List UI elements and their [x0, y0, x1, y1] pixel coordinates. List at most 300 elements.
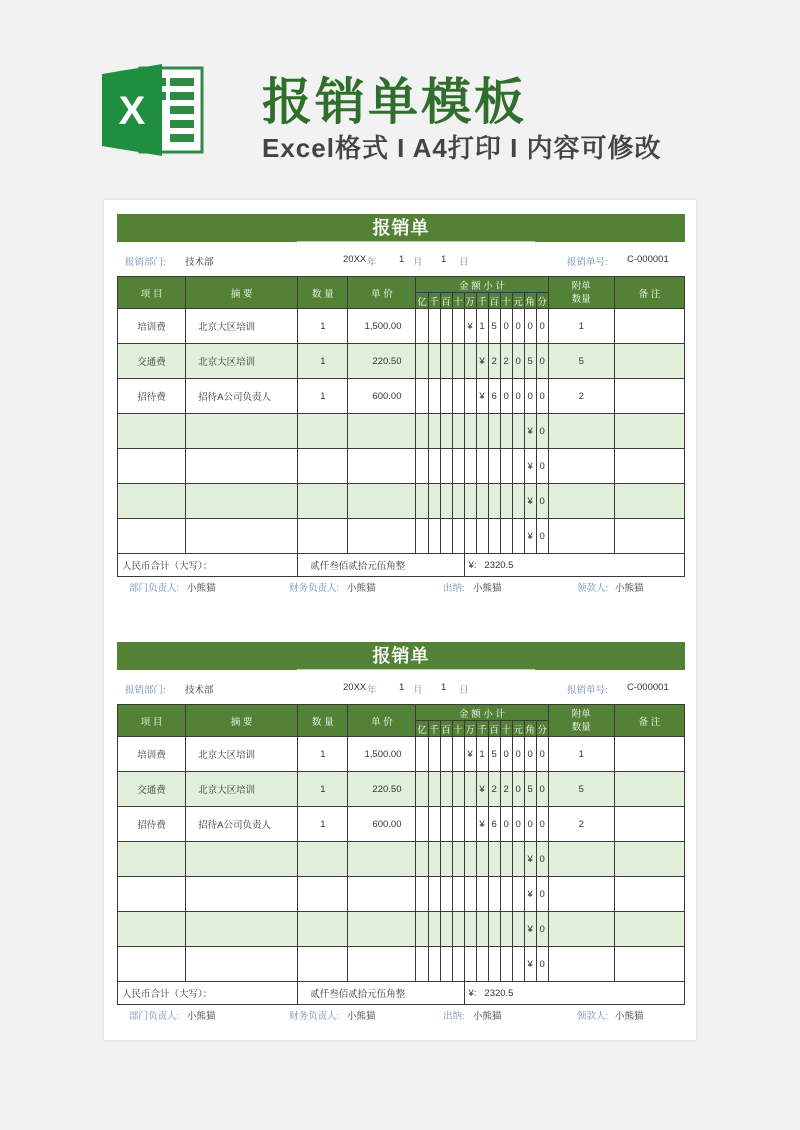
cell-digit[interactable]: 5: [524, 772, 536, 807]
cell-digit[interactable]: 1: [476, 309, 488, 344]
total-label: 人民币合计（大写）：: [118, 982, 298, 1005]
cell-digit[interactable]: [452, 414, 464, 449]
cell-digit[interactable]: [416, 772, 428, 807]
cell-digit[interactable]: [476, 912, 488, 947]
cell-summary[interactable]: 北京大区培训: [186, 309, 298, 344]
cell-digit[interactable]: 2: [500, 772, 512, 807]
cell-summary[interactable]: 北京大区培训: [186, 344, 298, 379]
year-label: 年: [367, 685, 377, 696]
cell-note[interactable]: [614, 842, 684, 877]
cell-digit[interactable]: [428, 807, 440, 842]
cell-digit[interactable]: [464, 414, 476, 449]
cell-digit[interactable]: [476, 449, 488, 484]
cell-digit[interactable]: [440, 449, 452, 484]
cell-digit[interactable]: [440, 737, 452, 772]
cell-qty[interactable]: 1: [298, 309, 348, 344]
cell-digit[interactable]: [428, 737, 440, 772]
cell-digit[interactable]: [428, 414, 440, 449]
cell-item[interactable]: [118, 519, 186, 554]
day-value[interactable]: 1: [441, 254, 447, 265]
cell-digit[interactable]: [416, 912, 428, 947]
cell-digit[interactable]: [428, 772, 440, 807]
cell-digit[interactable]: [452, 947, 464, 982]
cell-price[interactable]: 1,500.00: [348, 737, 416, 772]
cell-digit[interactable]: [464, 807, 476, 842]
total-row: [118, 982, 685, 1005]
cell-note[interactable]: [614, 912, 684, 947]
cell-digit[interactable]: [416, 842, 428, 877]
cell-digit[interactable]: [512, 912, 524, 947]
cell-digit[interactable]: [416, 877, 428, 912]
cell-digit[interactable]: [488, 414, 500, 449]
cell-summary[interactable]: [186, 842, 298, 877]
cell-digit[interactable]: [500, 842, 512, 877]
table-row: [118, 484, 685, 519]
page-subtitle: Excel格式 I A4打印 I 内容可修改: [262, 133, 662, 163]
cell-note[interactable]: [614, 947, 684, 982]
cell-digit[interactable]: [452, 484, 464, 519]
cell-digit[interactable]: 0: [512, 737, 524, 772]
cell-digit[interactable]: [488, 912, 500, 947]
cell-digit[interactable]: ¥: [476, 344, 488, 379]
cashier-label: 出纳:: [443, 1011, 465, 1022]
col-header-qty: 数 量: [298, 705, 348, 737]
cell-digit[interactable]: [512, 842, 524, 877]
cell-digit[interactable]: [416, 449, 428, 484]
cell-digit[interactable]: [452, 842, 464, 877]
cell-digit[interactable]: 0: [536, 877, 548, 912]
cell-summary[interactable]: [186, 877, 298, 912]
day-label: 日: [459, 257, 469, 268]
cell-attach[interactable]: [548, 484, 614, 519]
cell-digit[interactable]: 0: [536, 912, 548, 947]
digit-header: 百: [488, 293, 500, 309]
cell-digit[interactable]: 0: [500, 379, 512, 414]
digit-header: 千: [476, 721, 488, 737]
cell-qty[interactable]: 1: [298, 379, 348, 414]
cell-digit[interactable]: [428, 519, 440, 554]
cell-digit[interactable]: [452, 379, 464, 414]
cell-digit[interactable]: [440, 519, 452, 554]
cell-attach[interactable]: [548, 519, 614, 554]
cell-digit[interactable]: [416, 484, 428, 519]
cell-digit[interactable]: [428, 912, 440, 947]
cell-digit[interactable]: ¥: [476, 772, 488, 807]
cell-digit[interactable]: 0: [500, 807, 512, 842]
cell-item[interactable]: 培训费: [118, 309, 186, 344]
col-header-item: 项 目: [118, 277, 186, 309]
col-header-attach: 附单 数量: [548, 705, 614, 737]
cell-digit[interactable]: [488, 842, 500, 877]
cell-digit[interactable]: 0: [536, 414, 548, 449]
finance-label: 财务负责人:: [289, 583, 340, 594]
table-row: [118, 737, 685, 772]
cell-digit[interactable]: 0: [524, 807, 536, 842]
cell-digit[interactable]: 0: [512, 379, 524, 414]
cell-digit[interactable]: 5: [488, 309, 500, 344]
cell-digit[interactable]: [440, 807, 452, 842]
cell-digit[interactable]: 0: [524, 379, 536, 414]
cell-attach[interactable]: [548, 877, 614, 912]
cell-digit[interactable]: [452, 772, 464, 807]
table-row: [118, 449, 685, 484]
cell-digit[interactable]: [440, 877, 452, 912]
cell-digit[interactable]: [476, 414, 488, 449]
cell-note[interactable]: [614, 309, 684, 344]
receiver-value[interactable]: 小熊猫: [615, 583, 644, 594]
cell-digit[interactable]: [464, 484, 476, 519]
cell-digit[interactable]: 2: [488, 344, 500, 379]
cashier-value[interactable]: 小熊猫: [473, 1011, 502, 1022]
col-header-amount: 金 额 小 计: [416, 277, 548, 293]
finance-label: 财务负责人:: [289, 1011, 340, 1022]
cell-digit[interactable]: ¥: [524, 449, 536, 484]
cell-digit[interactable]: [440, 947, 452, 982]
dept-label: 报销部门:: [125, 685, 166, 696]
cell-qty[interactable]: 1: [298, 344, 348, 379]
digit-header: 万: [464, 721, 476, 737]
cell-item[interactable]: 招待费: [118, 807, 186, 842]
cell-attach[interactable]: 5: [548, 772, 614, 807]
cell-digit[interactable]: [440, 912, 452, 947]
cell-digit[interactable]: [512, 519, 524, 554]
cell-digit[interactable]: 0: [536, 807, 548, 842]
cell-digit[interactable]: [440, 842, 452, 877]
day-value[interactable]: 1: [441, 682, 447, 693]
cell-digit[interactable]: [500, 912, 512, 947]
cell-digit[interactable]: [488, 449, 500, 484]
cell-digit[interactable]: [416, 309, 428, 344]
dept-value[interactable]: 技术部: [185, 685, 214, 696]
cell-digit[interactable]: [512, 414, 524, 449]
cell-digit[interactable]: ¥: [524, 414, 536, 449]
cell-qty[interactable]: [298, 484, 348, 519]
cell-digit[interactable]: [428, 449, 440, 484]
cell-digit[interactable]: [452, 737, 464, 772]
cell-digit[interactable]: 0: [512, 344, 524, 379]
col-header-item: 项 目: [118, 705, 186, 737]
digit-header: 百: [440, 721, 452, 737]
cell-attach[interactable]: [548, 912, 614, 947]
cell-summary[interactable]: [186, 947, 298, 982]
cell-note[interactable]: [614, 414, 684, 449]
month-value[interactable]: 1: [399, 682, 405, 693]
cell-item[interactable]: [118, 947, 186, 982]
cell-digit[interactable]: ¥: [524, 947, 536, 982]
cell-digit[interactable]: [452, 344, 464, 379]
cell-digit[interactable]: ¥: [524, 519, 536, 554]
cell-price[interactable]: [348, 842, 416, 877]
cell-note[interactable]: [614, 807, 684, 842]
digit-header: 十: [500, 293, 512, 309]
form-meta: [117, 250, 685, 270]
cell-digit[interactable]: 6: [488, 379, 500, 414]
cell-digit[interactable]: 5: [524, 344, 536, 379]
cell-digit[interactable]: [428, 877, 440, 912]
cell-digit[interactable]: [512, 449, 524, 484]
dept-head-value[interactable]: 小熊猫: [187, 583, 216, 594]
cell-digit[interactable]: [416, 519, 428, 554]
cell-note[interactable]: [614, 877, 684, 912]
cell-digit[interactable]: 0: [512, 807, 524, 842]
cell-digit[interactable]: [416, 414, 428, 449]
month-label: 月: [413, 257, 423, 268]
total-words[interactable]: 贰仟叁佰贰拾元伍角整: [298, 554, 464, 577]
cell-digit[interactable]: [464, 519, 476, 554]
cell-digit[interactable]: 0: [536, 842, 548, 877]
cell-digit[interactable]: [488, 877, 500, 912]
cell-note[interactable]: [614, 344, 684, 379]
cell-digit[interactable]: [464, 877, 476, 912]
col-header-note: 备 注: [614, 277, 684, 309]
cell-digit[interactable]: [452, 807, 464, 842]
cell-digit[interactable]: 0: [524, 309, 536, 344]
cell-digit[interactable]: 5: [488, 737, 500, 772]
cell-price[interactable]: 220.50: [348, 344, 416, 379]
cell-digit[interactable]: [464, 344, 476, 379]
cell-qty[interactable]: [298, 947, 348, 982]
cell-attach[interactable]: 5: [548, 344, 614, 379]
cell-digit[interactable]: [440, 772, 452, 807]
cell-qty[interactable]: 1: [298, 737, 348, 772]
cell-digit[interactable]: 0: [536, 379, 548, 414]
cell-qty[interactable]: [298, 449, 348, 484]
form-title: 报销单: [117, 642, 685, 670]
total-value[interactable]: 2320.5: [484, 559, 514, 571]
cell-digit[interactable]: [500, 484, 512, 519]
cell-digit[interactable]: [416, 947, 428, 982]
cell-item[interactable]: [118, 449, 186, 484]
dept-head-value[interactable]: 小熊猫: [187, 1011, 216, 1022]
cell-attach[interactable]: 2: [548, 807, 614, 842]
cell-digit[interactable]: [440, 379, 452, 414]
cell-digit[interactable]: 0: [512, 309, 524, 344]
cell-digit[interactable]: ¥: [476, 807, 488, 842]
finance-value[interactable]: 小熊猫: [347, 1011, 376, 1022]
cell-price[interactable]: 600.00: [348, 807, 416, 842]
cell-digit[interactable]: [440, 414, 452, 449]
cell-digit[interactable]: [428, 484, 440, 519]
cell-digit[interactable]: 0: [536, 344, 548, 379]
cell-digit[interactable]: [488, 484, 500, 519]
cell-digit[interactable]: [476, 484, 488, 519]
cell-digit[interactable]: ¥: [464, 309, 476, 344]
digit-header: 万: [464, 293, 476, 309]
year-value[interactable]: 20XX: [343, 682, 367, 693]
cell-qty[interactable]: [298, 519, 348, 554]
cell-digit[interactable]: 0: [524, 737, 536, 772]
cell-price[interactable]: 220.50: [348, 772, 416, 807]
cell-digit[interactable]: [476, 842, 488, 877]
digit-header: 十: [452, 293, 464, 309]
cell-item[interactable]: 培训费: [118, 737, 186, 772]
cell-summary[interactable]: [186, 912, 298, 947]
cell-digit[interactable]: [512, 947, 524, 982]
total-words[interactable]: 贰仟叁佰贰拾元伍角整: [298, 982, 464, 1005]
digit-header: 千: [428, 293, 440, 309]
cell-digit[interactable]: ¥: [524, 912, 536, 947]
cell-digit[interactable]: [440, 309, 452, 344]
cell-digit[interactable]: [512, 484, 524, 519]
cell-digit[interactable]: [488, 947, 500, 982]
cell-digit[interactable]: [416, 807, 428, 842]
cell-digit[interactable]: 0: [512, 772, 524, 807]
cell-digit[interactable]: [512, 877, 524, 912]
cell-digit[interactable]: ¥: [464, 737, 476, 772]
cell-note[interactable]: [614, 379, 684, 414]
cell-digit[interactable]: 0: [536, 772, 548, 807]
signature-row: [117, 1006, 685, 1022]
cell-item[interactable]: [118, 484, 186, 519]
cell-digit[interactable]: [452, 912, 464, 947]
logo-letter: X: [118, 89, 146, 133]
cell-digit[interactable]: [476, 947, 488, 982]
year-value[interactable]: 20XX: [343, 254, 367, 265]
cell-price[interactable]: [348, 877, 416, 912]
month-value[interactable]: 1: [399, 254, 405, 265]
cell-digit[interactable]: 0: [536, 309, 548, 344]
cell-digit[interactable]: [416, 379, 428, 414]
cell-qty[interactable]: [298, 877, 348, 912]
cell-item[interactable]: [118, 912, 186, 947]
cell-digit[interactable]: [428, 379, 440, 414]
cell-qty[interactable]: [298, 842, 348, 877]
cell-item[interactable]: 招待费: [118, 379, 186, 414]
cell-digit[interactable]: [452, 519, 464, 554]
cell-note[interactable]: [614, 484, 684, 519]
cell-digit[interactable]: [464, 947, 476, 982]
cell-note[interactable]: [614, 519, 684, 554]
cell-digit[interactable]: [500, 947, 512, 982]
cell-digit[interactable]: [440, 484, 452, 519]
cell-digit[interactable]: ¥: [524, 484, 536, 519]
cell-digit[interactable]: [428, 842, 440, 877]
cell-attach[interactable]: 2: [548, 379, 614, 414]
cell-digit[interactable]: [416, 737, 428, 772]
cell-price[interactable]: [348, 414, 416, 449]
dept-head-label: 部门负责人:: [129, 583, 180, 594]
cell-item[interactable]: 交通费: [118, 344, 186, 379]
cell-price[interactable]: [348, 449, 416, 484]
cell-item[interactable]: [118, 842, 186, 877]
cell-item[interactable]: [118, 414, 186, 449]
cell-price[interactable]: [348, 484, 416, 519]
cell-digit[interactable]: [500, 449, 512, 484]
cell-summary[interactable]: [186, 449, 298, 484]
cell-digit[interactable]: 1: [476, 737, 488, 772]
cell-digit[interactable]: [428, 947, 440, 982]
digit-header: 千: [476, 293, 488, 309]
cell-digit[interactable]: 2: [488, 772, 500, 807]
table-header-row: [118, 705, 685, 721]
cell-digit[interactable]: ¥: [524, 842, 536, 877]
cell-digit[interactable]: 0: [536, 947, 548, 982]
cell-qty[interactable]: [298, 912, 348, 947]
cell-digit[interactable]: [464, 379, 476, 414]
cell-summary[interactable]: 北京大区培训: [186, 772, 298, 807]
cell-digit[interactable]: [476, 877, 488, 912]
cell-digit[interactable]: ¥: [476, 379, 488, 414]
cell-qty[interactable]: 1: [298, 772, 348, 807]
cell-digit[interactable]: [452, 309, 464, 344]
cell-attach[interactable]: [548, 947, 614, 982]
cell-price[interactable]: [348, 947, 416, 982]
cell-digit[interactable]: [476, 519, 488, 554]
table-row: [118, 842, 685, 877]
cell-digit[interactable]: [464, 772, 476, 807]
cell-summary[interactable]: 北京大区培训: [186, 737, 298, 772]
cell-summary[interactable]: 招待A公司负责人: [186, 379, 298, 414]
total-value[interactable]: 2320.5: [484, 987, 514, 999]
cell-digit[interactable]: [452, 877, 464, 912]
cell-note[interactable]: [614, 449, 684, 484]
cell-price[interactable]: 1,500.00: [348, 309, 416, 344]
cell-digit[interactable]: [428, 344, 440, 379]
cell-attach[interactable]: [548, 414, 614, 449]
cell-digit[interactable]: 0: [536, 519, 548, 554]
cell-digit[interactable]: [500, 414, 512, 449]
cell-attach[interactable]: 1: [548, 737, 614, 772]
dept-value[interactable]: 技术部: [185, 257, 214, 268]
cell-digit[interactable]: 0: [536, 737, 548, 772]
table-row: [118, 947, 685, 982]
cell-digit[interactable]: [452, 449, 464, 484]
cell-summary[interactable]: 招待A公司负责人: [186, 807, 298, 842]
cell-note[interactable]: [614, 737, 684, 772]
total-symbol: ¥:: [468, 559, 477, 571]
cell-attach[interactable]: [548, 449, 614, 484]
cell-price[interactable]: [348, 912, 416, 947]
cell-digit[interactable]: [464, 842, 476, 877]
table-row: [118, 807, 685, 842]
cell-note[interactable]: [614, 772, 684, 807]
cell-attach[interactable]: [548, 842, 614, 877]
cell-digit[interactable]: 0: [536, 484, 548, 519]
cell-digit[interactable]: [428, 309, 440, 344]
cell-item[interactable]: 交通费: [118, 772, 186, 807]
cell-summary[interactable]: [186, 519, 298, 554]
cell-digit[interactable]: [464, 449, 476, 484]
cell-digit[interactable]: [416, 344, 428, 379]
receiver-value[interactable]: 小熊猫: [615, 1011, 644, 1022]
cell-digit[interactable]: 0: [500, 737, 512, 772]
cell-summary[interactable]: [186, 414, 298, 449]
form-number-value[interactable]: C-000001: [627, 254, 669, 265]
cell-digit[interactable]: 0: [500, 309, 512, 344]
cell-digit[interactable]: [500, 519, 512, 554]
cell-digit[interactable]: 6: [488, 807, 500, 842]
cell-digit[interactable]: [440, 344, 452, 379]
cell-price[interactable]: [348, 519, 416, 554]
cell-attach[interactable]: 1: [548, 309, 614, 344]
cell-digit[interactable]: [464, 912, 476, 947]
cell-digit[interactable]: ¥: [524, 877, 536, 912]
cell-digit[interactable]: [500, 877, 512, 912]
cell-item[interactable]: [118, 877, 186, 912]
receiver-label: 领款人:: [577, 583, 609, 594]
digit-header: 分: [536, 721, 548, 737]
cell-qty[interactable]: [298, 414, 348, 449]
cell-summary[interactable]: [186, 484, 298, 519]
cell-digit[interactable]: 0: [536, 449, 548, 484]
cashier-value[interactable]: 小熊猫: [473, 583, 502, 594]
cell-price[interactable]: 600.00: [348, 379, 416, 414]
finance-value[interactable]: 小熊猫: [347, 583, 376, 594]
cell-digit[interactable]: 2: [500, 344, 512, 379]
cell-digit[interactable]: [488, 519, 500, 554]
cell-qty[interactable]: 1: [298, 807, 348, 842]
form-number-value[interactable]: C-000001: [627, 682, 669, 693]
